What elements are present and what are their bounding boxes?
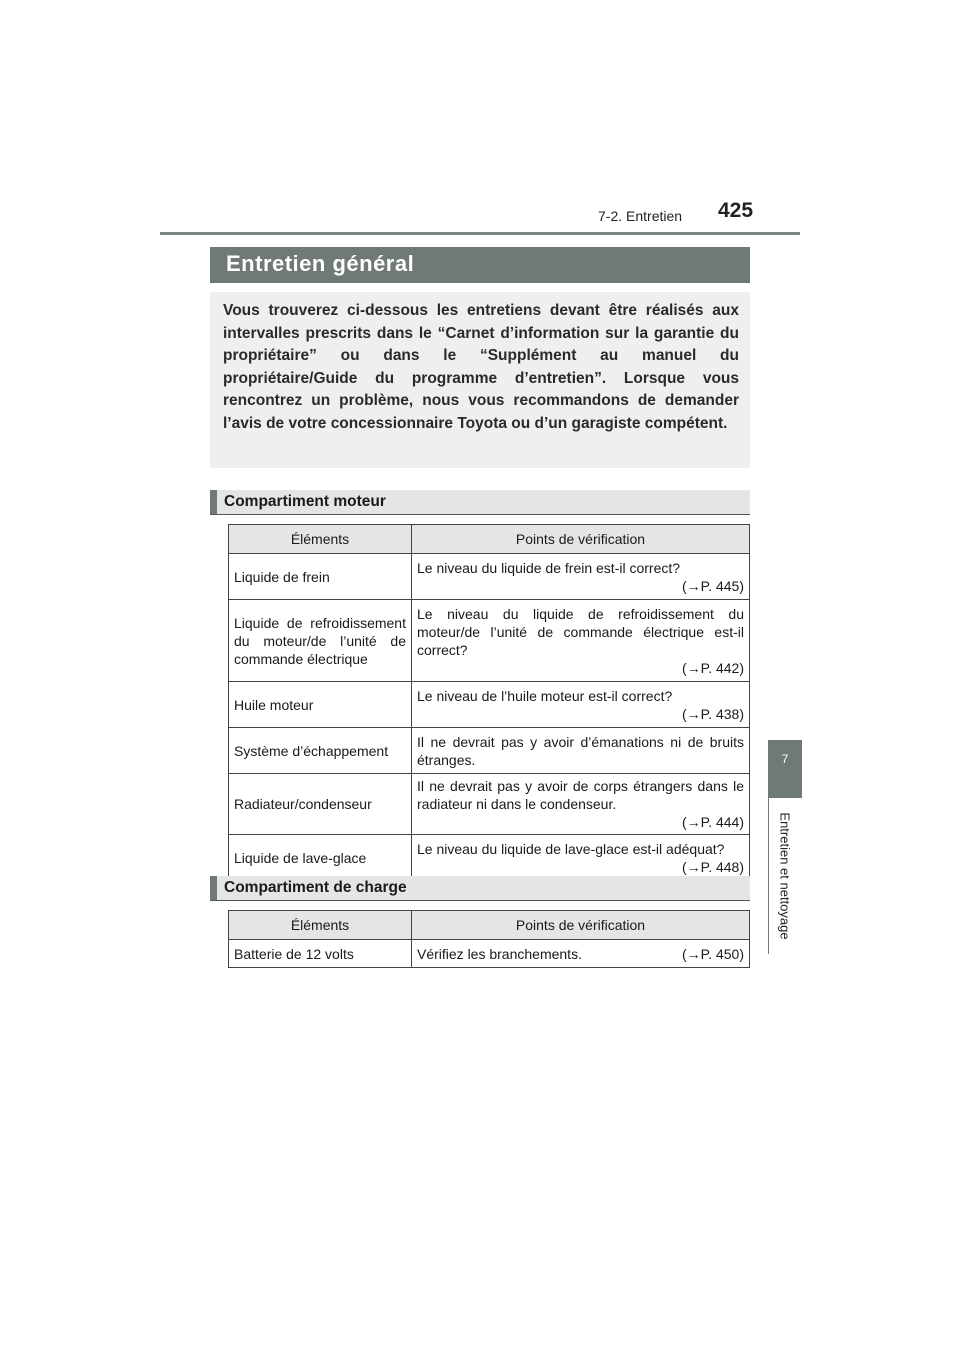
page-reference: (→P. 445) <box>682 577 744 594</box>
row-item: Liquide de lave-glace <box>229 835 412 881</box>
row-item: Huile moteur <box>229 682 412 728</box>
chapter-number: 7 <box>781 752 789 766</box>
engine-heading-text: Compartiment moteur <box>224 493 386 510</box>
engine-table <box>228 524 750 881</box>
cargo-heading <box>210 876 750 901</box>
page-reference: (→P. 444) <box>682 814 744 830</box>
engine-heading <box>210 490 750 515</box>
table-row <box>229 600 750 682</box>
row-check <box>412 600 750 682</box>
row-check <box>412 682 750 728</box>
table-row <box>229 554 750 600</box>
intro-text: Vous trouverez ci-dessous les entretiens devant être réalisés aux intervalles prescrits dans le “Carnet d’information sur la garantie du propriétaire” ou dans le “Supplément au manuel du propriétaire/Guide du programme d’entretien”. Lorsque vous rencontrez un problème, nous vous recommandons de demander l’avis de votre concessionnaire Toyota ou d’un garagiste compétent. <box>223 302 739 432</box>
row-item: Système d’échappement <box>229 728 412 774</box>
row-item: Liquide de frein <box>229 554 412 600</box>
intro-box <box>210 292 750 468</box>
row-item: Liquide de refroidissement du moteur/de l’unité de commande électrique <box>229 600 412 682</box>
check-text: Le niveau de l’huile moteur est-il correct? <box>417 687 673 704</box>
column-header-items: Éléments <box>229 525 412 554</box>
check-text: Le niveau du liquide de frein est-il correct? <box>417 559 681 576</box>
row-item: Radiateur/condenseur <box>229 774 412 835</box>
column-header-checks: Points de vérification <box>412 525 750 554</box>
table-row <box>229 940 750 968</box>
chapter-tab <box>768 740 802 798</box>
page-reference: (→P. 442) <box>682 659 744 676</box>
page-reference: (→P. 448) <box>682 858 744 875</box>
row-check <box>412 728 750 774</box>
chapter-label: Entretien et nettoyage <box>777 812 793 940</box>
check-text: Il ne devrait pas y avoir de corps étrangers dans le radiateur ni dans le condenseur. <box>417 778 744 812</box>
heading-bar <box>210 490 217 514</box>
row-check <box>412 554 750 600</box>
title-banner <box>210 247 750 283</box>
heading-bar <box>210 876 217 900</box>
cargo-heading-text: Compartiment de charge <box>224 879 407 896</box>
cargo-table <box>228 910 750 968</box>
table-row <box>229 728 750 774</box>
header-section: 7-2. Entretien <box>598 208 683 224</box>
page-title: Entretien général <box>226 251 415 276</box>
check-text: Il ne devrait pas y avoir d’émanations ni de bruits étranges. <box>417 733 744 768</box>
row-check <box>412 835 750 881</box>
check-text: Le niveau du liquide de refroidissement du moteur/de l’unité de commande électrique est-il correct? <box>417 605 744 658</box>
page-reference: (→P. 450) <box>682 945 744 962</box>
table-row <box>229 774 750 835</box>
column-header-checks: Points de vérification <box>412 911 750 940</box>
table-header-row <box>229 525 750 554</box>
header-rule <box>160 232 800 235</box>
check-text: Le niveau du liquide de lave-glace est-il adéquat? <box>417 840 725 857</box>
check-text: Vérifiez les branchements. <box>417 945 582 962</box>
page-reference: (→P. 438) <box>682 705 744 722</box>
table-row <box>229 682 750 728</box>
column-header-items: Éléments <box>229 911 412 940</box>
table-row <box>229 835 750 881</box>
row-check <box>412 940 750 968</box>
row-check <box>412 774 750 835</box>
table-header-row <box>229 911 750 940</box>
row-item: Batterie de 12 volts <box>229 940 412 968</box>
page-number: 425 <box>718 199 754 222</box>
